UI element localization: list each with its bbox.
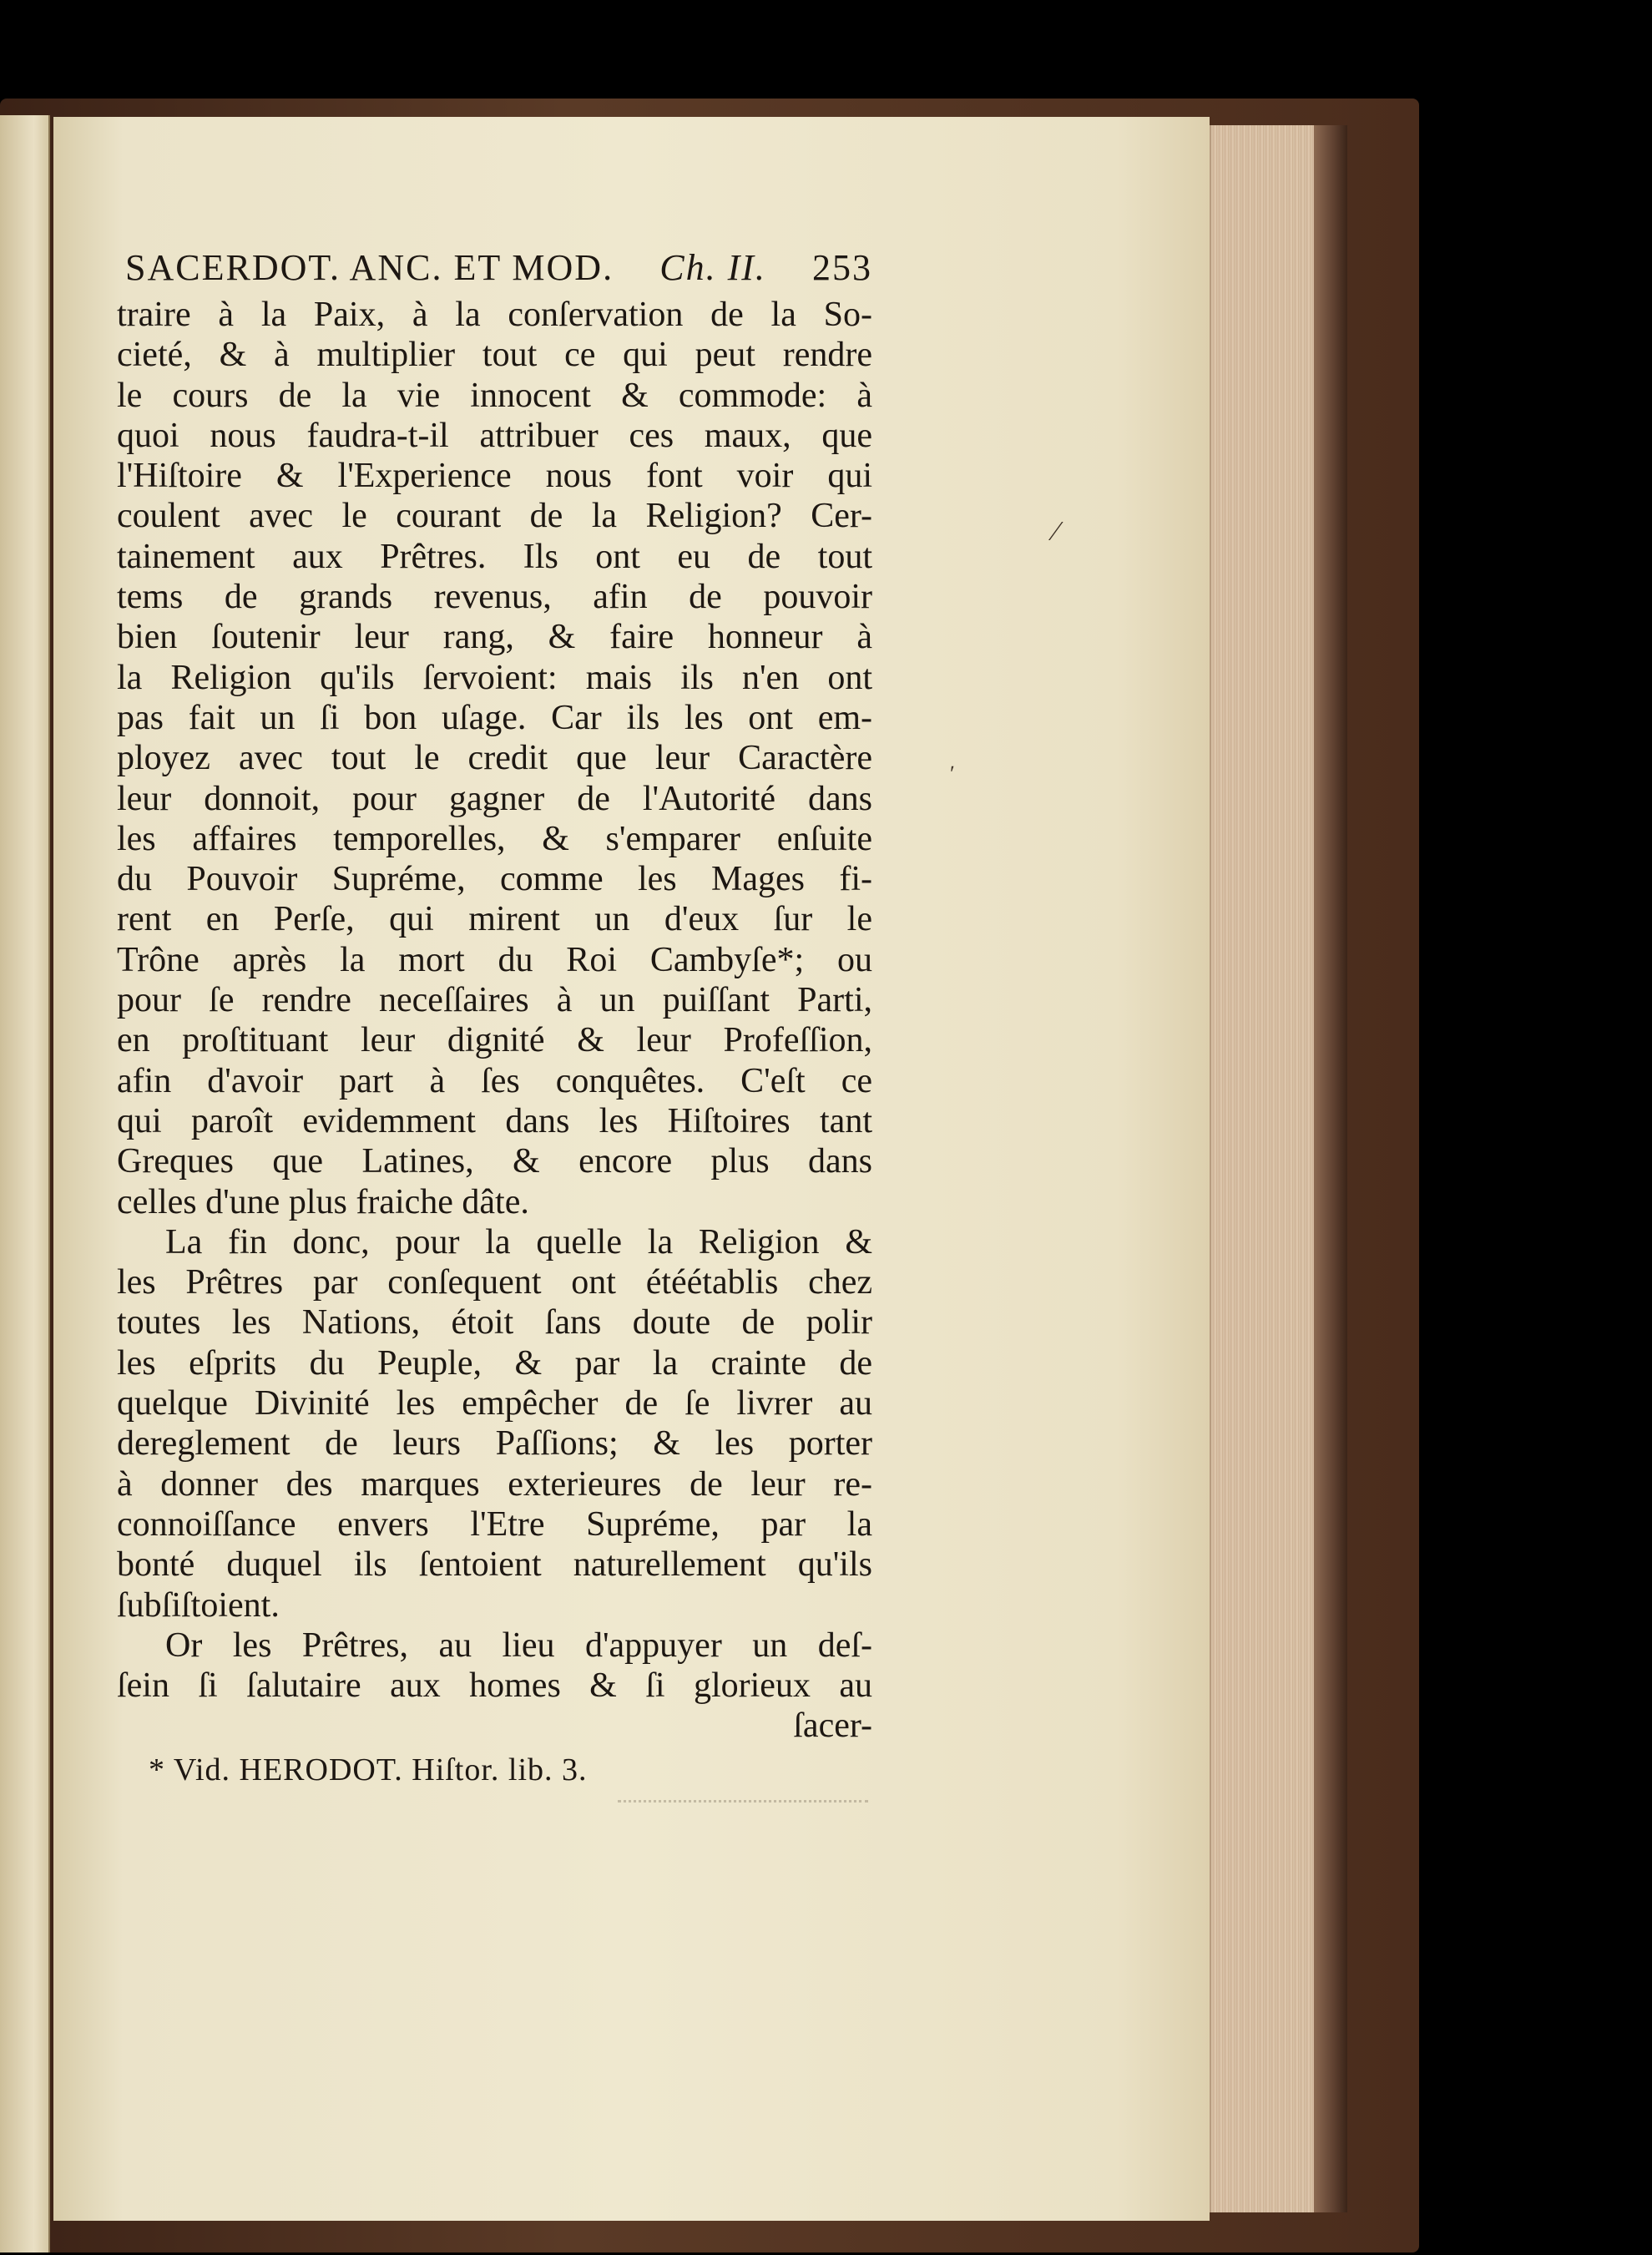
text-line: pas fait un ſi bon uſage. Car ils les ont em- [117, 698, 872, 737]
text-line: pour ſe rendre neceſſaires à un puiſſant Parti, [117, 981, 872, 1020]
text-line: le cours de la vie innocent & commode: à [117, 376, 872, 415]
text-line: rent en Perſe, qui mirent un d'eux ſur le [117, 900, 872, 939]
text-line: la Religion qu'ils ſervoient: mais ils n'en ont [117, 658, 872, 697]
show-through-dots [618, 1800, 868, 1806]
text-line: traire à la Paix, à la conſervation de la So- [117, 296, 872, 334]
text-line: quoi nous faudra-t-il attribuer ces maux, que [117, 416, 872, 455]
chapter-label: Ch. II. [659, 247, 766, 288]
text-line: les affaires temporelles, & s'emparer enſuite [117, 819, 872, 858]
text-line: les Prêtres par conſequent ont étéétablis chez [117, 1263, 872, 1302]
text-line: dereglement de leurs Paſſions; & les porter [117, 1424, 872, 1464]
text-line: bonté duquel ils ſentoient naturellement qu'ils [117, 1545, 872, 1585]
text-line: toutes les Nations, étoit ſans doute de polir [117, 1303, 872, 1342]
text-line: du Pouvoir Supréme, comme les Mages fi- [117, 860, 872, 899]
stray-mark: ʹ [950, 761, 955, 786]
page-text [117, 246, 872, 1788]
binding-shadow [1314, 125, 1347, 2212]
text-line: les eſprits du Peuple, & par la crainte de [117, 1343, 872, 1383]
paragraph-start-line: Or les Prêtres, au lieu d'appuyer un deſ- [165, 1626, 872, 1665]
text-line: Trône après la mort du Roi Cambyſe*; ou [117, 940, 872, 979]
text-line: bien ſoutenir leur rang, & faire honneur à [117, 618, 872, 657]
catchword: ſacer- [793, 1706, 872, 1746]
text-line: à donner des marques exterieures de leur re- [117, 1464, 872, 1504]
paragraph-start-line: La fin donc, pour la quelle la Religion & [165, 1222, 872, 1261]
text-line: en proſtituant leur dignité & leur Profeſſion, [117, 1021, 872, 1060]
text-line: celles d'une plus fraiche dâte. [117, 1182, 529, 1221]
text-line: cieté, & à multiplier tout ce qui peut rendre [117, 336, 872, 375]
stray-mark: ⁄ [1053, 516, 1058, 547]
text-line: tems de grands revenus, afin de pouvoir [117, 578, 872, 617]
text-line: ſein ſi ſalutaire aux homes & ſi glorieux au [117, 1666, 872, 1706]
text-line: coulent avec le courant de la Religion? Cer- [117, 497, 872, 536]
text-line: leur donnoit, pour gagner de l'Autorité dans [117, 779, 872, 818]
text-line: qui paroît evidemment dans les Hiſtoires tant [117, 1101, 872, 1140]
text-line: connoiſſance envers l'Etre Supréme, par la [117, 1504, 872, 1544]
text-line: l'Hiſtoire & l'Experience nous font voir qui [117, 457, 872, 496]
text-line: quelque Divinité les empêcher de ſe livrer au [117, 1384, 872, 1423]
running-head [125, 246, 872, 295]
text-line: ployez avec tout le credit que leur Caractère [117, 739, 872, 778]
page-number: 253 [812, 247, 872, 288]
page-edges [1210, 125, 1316, 2212]
text-line: Greques que Latines, & encore plus dans [117, 1142, 872, 1181]
left-page-edge [0, 115, 50, 2252]
text-line: afin d'avoir part à ſes conquêtes. C'eſt ce [117, 1061, 872, 1100]
footnote: * Vid. HERODOT. Hiſtor. lib. 3. [149, 1752, 588, 1787]
text-line: tainement aux Prêtres. Ils ont eu de tout [117, 537, 872, 576]
running-title: SACERDOT. ANC. ET MOD. [125, 247, 614, 288]
text-line: ſubſiſtoient. [117, 1585, 280, 1625]
